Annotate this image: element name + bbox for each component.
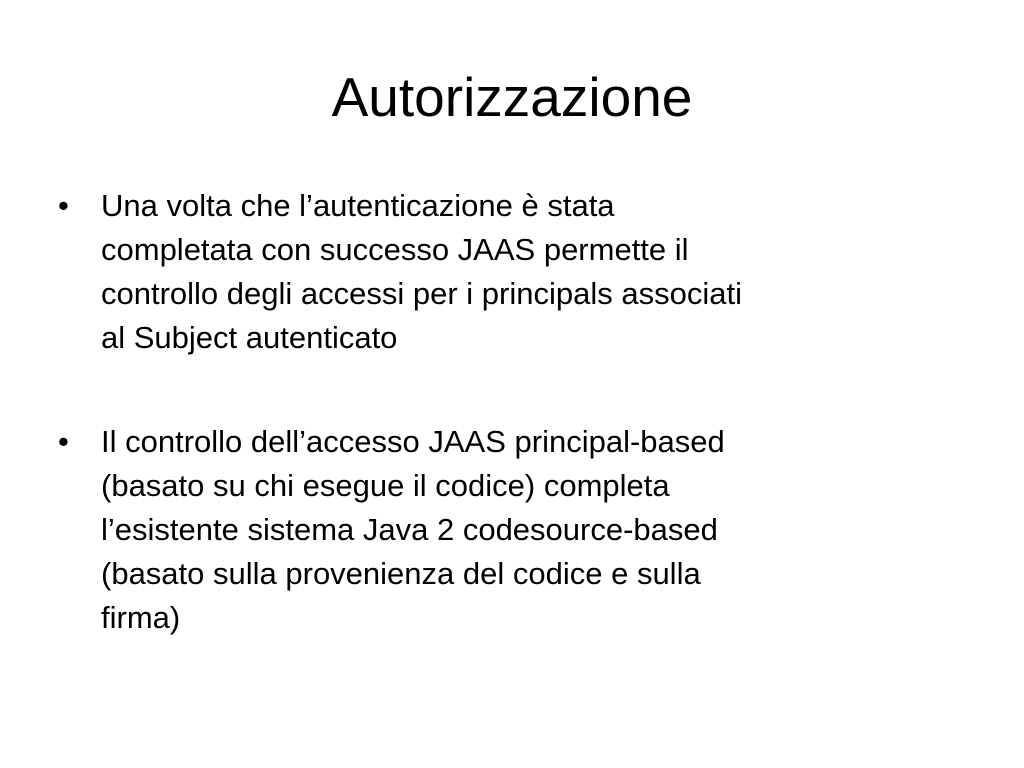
bullet-text-line: (basato su chi esegue il codice) completa <box>101 468 670 503</box>
bullet-text-line: firma) <box>101 600 181 635</box>
bullet-text-line: Una volta che l’autenticazione è stata <box>101 188 615 223</box>
bullet-dot-icon: • <box>58 424 69 459</box>
bullet-text-line: completata con successo JAAS permette il <box>101 232 689 267</box>
bullet-text-line: al Subject autenticato <box>101 320 398 355</box>
bullet-list <box>58 184 958 640</box>
slide-title: Autorizzazione <box>331 66 693 128</box>
bullet-text-line: (basato sulla provenienza del codice e sulla <box>101 556 701 591</box>
bullet-dot-icon: • <box>58 188 69 223</box>
bullet-text-line: l’esistente sistema Java 2 codesource-based <box>101 512 718 547</box>
bullet-item <box>58 184 958 360</box>
bullet-text-line: Il controllo dell’accesso JAAS principal-based <box>101 424 725 459</box>
bullet-text-line: controllo degli accessi per i principals associati <box>101 276 742 311</box>
bullet-item <box>58 420 958 640</box>
